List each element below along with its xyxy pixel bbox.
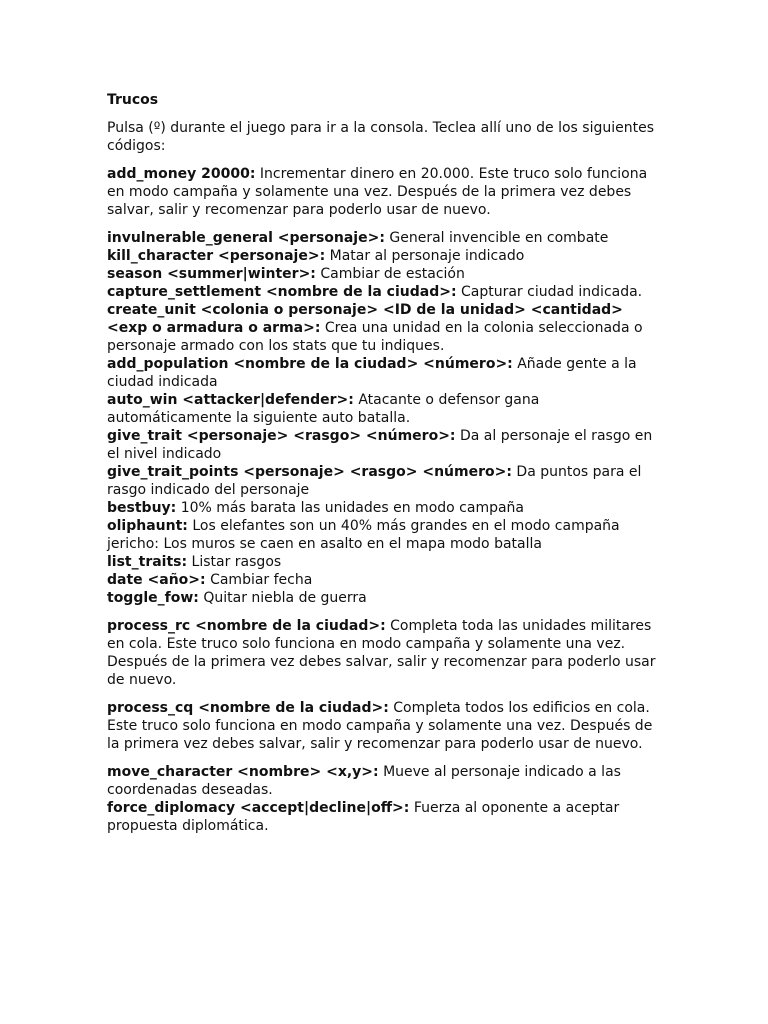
cheat-description: Añade gente a la ciudad indicada — [107, 356, 637, 390]
cheat-command: date <año>: — [107, 572, 206, 588]
cheat-description: Quitar niebla de guerra — [198, 590, 367, 606]
cheat-command: give_trait <personaje> <rasgo> <número>: — [107, 428, 456, 444]
cheat-description: Listar rasgos — [187, 554, 282, 570]
cheat-entry — [107, 301, 667, 355]
cheat-entry — [107, 229, 667, 247]
cheat-entry — [107, 463, 667, 499]
cheat-command: capture_settlement <nombre de la ciudad>: — [107, 284, 457, 300]
cheat-description: Da puntos para el rasgo indicado del personaje — [107, 464, 642, 498]
cheat-command: kill_character <personaje>: — [107, 248, 326, 264]
cheat-command: process_rc <nombre de la ciudad>: — [107, 618, 386, 634]
cheat-entry — [107, 553, 667, 571]
cheat-description: Cambiar fecha — [205, 572, 313, 588]
cheat-description: Da al personaje el rasgo en el nivel indicado — [107, 428, 653, 462]
cheat-entry — [107, 589, 667, 607]
cheat-command: invulnerable_general <personaje>: — [107, 230, 385, 246]
cheat-command: add_population <nombre de la ciudad> <número>: — [107, 356, 513, 372]
cheat-command: toggle_fow: — [107, 590, 199, 606]
cheat-command: list_traits: — [107, 554, 188, 570]
cheat-description: General invencible en combate — [384, 230, 609, 246]
cheat-entry — [107, 617, 667, 689]
cheat-entry — [107, 535, 667, 553]
cheat-description: Incrementar dinero en 20.000. Este truco solo funciona en modo campaña y solamente una vez. Después de la primera vez debes salvar, salir y recomenzar para poderlo usar de nuevo. — [107, 166, 648, 218]
cheat-entry — [107, 265, 667, 283]
cheat-description: Capturar ciudad indicada. — [456, 284, 643, 300]
cheat-entry — [107, 799, 667, 835]
cheat-command: force_diplomacy <accept|decline|off>: — [107, 800, 410, 816]
cheat-group — [107, 763, 667, 835]
cheat-command: oliphaunt: — [107, 518, 188, 534]
cheat-entry — [107, 391, 667, 427]
cheat-entry — [107, 247, 667, 265]
cheat-group — [107, 699, 667, 753]
cheat-entry — [107, 517, 667, 535]
cheat-description: jericho: Los muros se caen en asalto en el mapa modo batalla — [107, 536, 542, 552]
cheat-description: Crea una unidad en la colonia seleccionada o personaje armado con los stats que tu indiques. — [107, 320, 643, 354]
cheat-description: Matar al personaje indicado — [325, 248, 525, 264]
cheat-entry — [107, 699, 667, 753]
cheat-description: Completa toda las unidades militares en cola. Este truco solo funciona en modo campaña y solamente una vez. Después de la primera vez debes salvar, salir y recomenzar para poderlo usar de nuevo. — [107, 618, 656, 688]
intro-paragraph: Pulsa (º) durante el juego para ir a la consola. Teclea allí uno de los siguientes códigos: — [107, 120, 655, 154]
cheat-command: season <summer|winter>: — [107, 266, 316, 282]
cheat-description: 10% más barata las unidades en modo campaña — [176, 500, 524, 516]
document-title: Trucos — [107, 92, 159, 108]
cheat-description: Mueve al personaje indicado a las coordenadas deseadas. — [107, 764, 621, 798]
cheat-command: auto_win <attacker|defender>: — [107, 392, 354, 408]
cheat-command: process_cq <nombre de la ciudad>: — [107, 700, 389, 716]
cheat-description: Fuerza al oponente a aceptar propuesta diplomática. — [107, 800, 620, 834]
cheat-command: bestbuy: — [107, 500, 177, 516]
cheat-description: Completa todos los edificios en cola. Este truco solo funciona en modo campaña y solamente una vez. Después de la primera vez debes salvar, salir y recomenzar para poderlo usar de nuevo. — [107, 700, 653, 752]
cheat-command: give_trait_points <personaje> <rasgo> <número>: — [107, 464, 512, 480]
cheat-command: add_money 20000: — [107, 166, 256, 182]
cheat-entry — [107, 427, 667, 463]
cheat-description: Cambiar de estación — [315, 266, 465, 282]
cheat-entry — [107, 499, 667, 517]
cheat-group — [107, 229, 667, 607]
cheat-description: Los elefantes son un 40% más grandes en el modo campaña — [187, 518, 620, 534]
cheat-group — [107, 165, 667, 219]
cheat-entry — [107, 355, 667, 391]
cheat-entry — [107, 283, 667, 301]
cheat-description: Atacante o defensor gana automáticamente la siguiente auto batalla. — [107, 392, 540, 426]
cheat-group — [107, 617, 667, 689]
document-page — [107, 91, 667, 845]
cheat-entry — [107, 763, 667, 799]
cheat-entry — [107, 165, 667, 219]
cheat-command: create_unit <colonia o personaje> <ID de la unidad> <cantidad> <exp o armadura o arma>: — [107, 302, 623, 336]
cheat-list — [107, 165, 667, 835]
cheat-entry — [107, 571, 667, 589]
cheat-command: move_character <nombre> <x,y>: — [107, 764, 379, 780]
